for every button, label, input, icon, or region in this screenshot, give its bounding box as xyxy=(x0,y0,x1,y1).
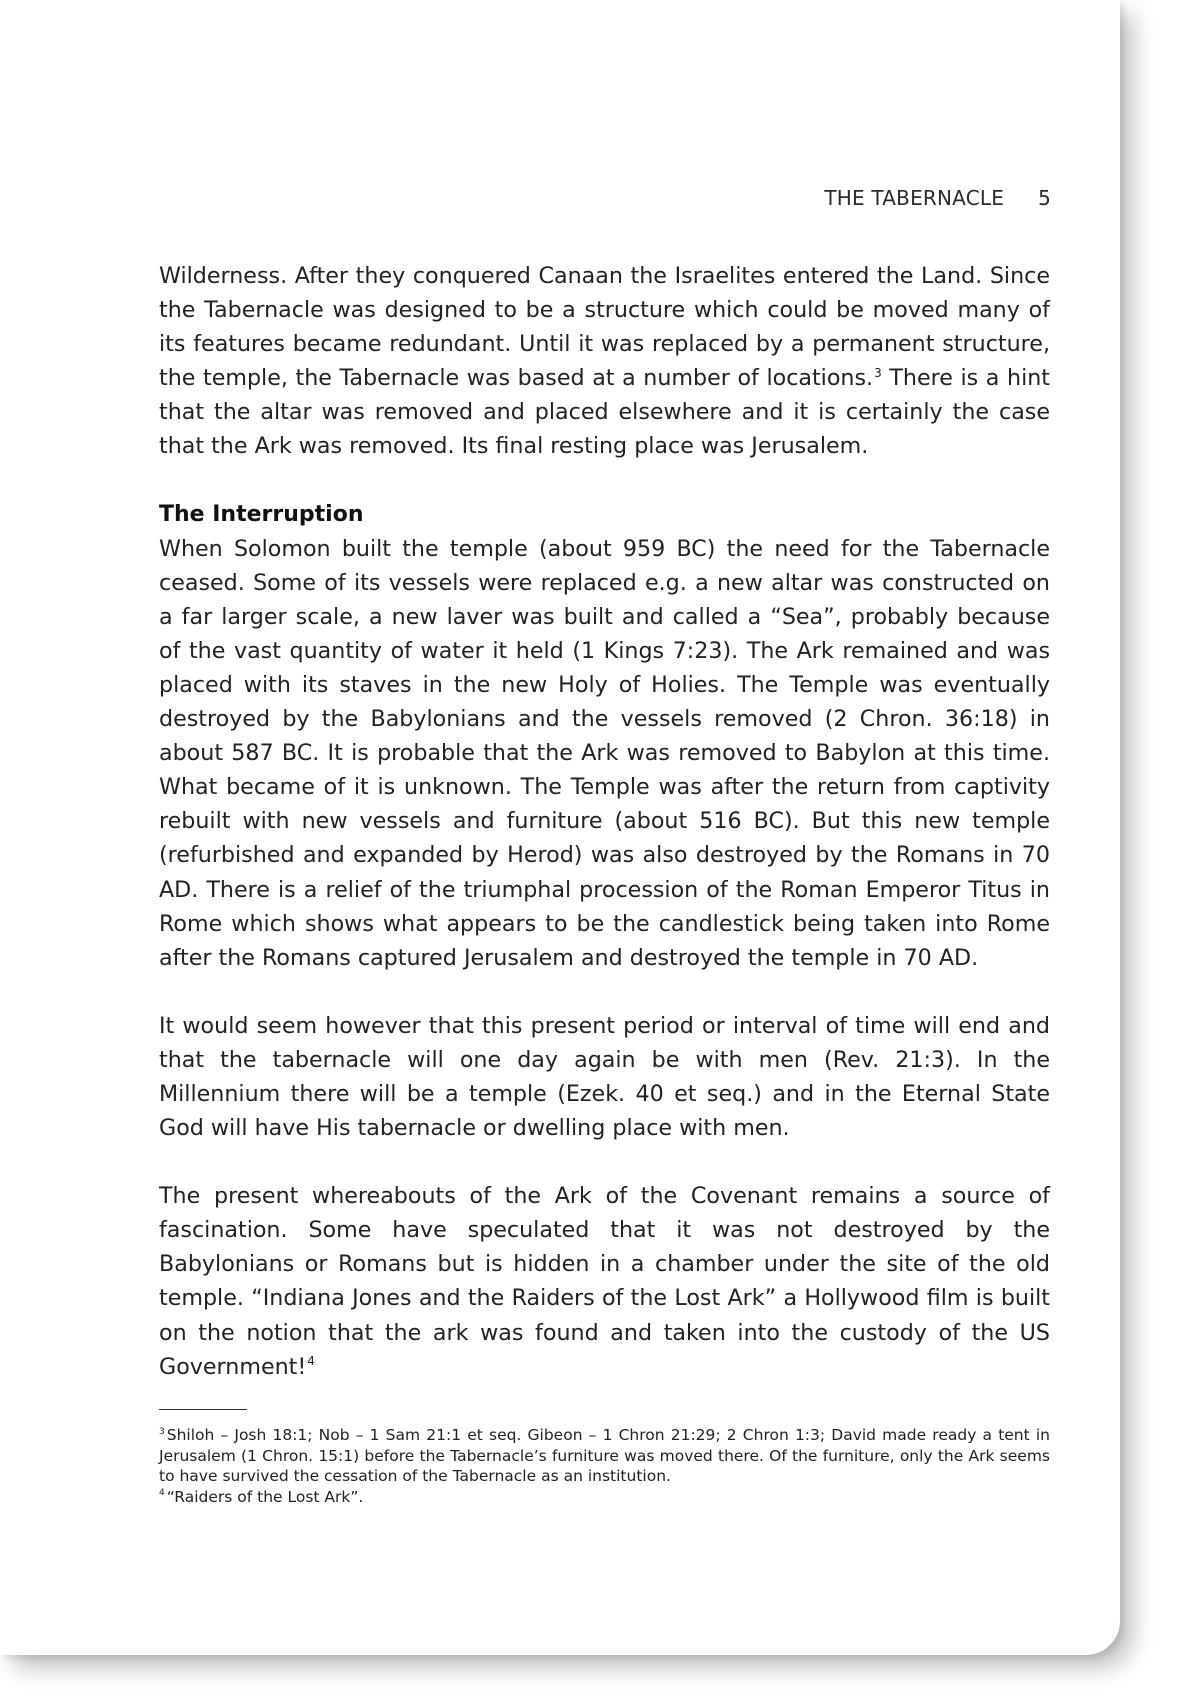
footnote-ref-3[interactable]: 3 xyxy=(874,365,882,380)
footnote-3 xyxy=(159,1425,1050,1487)
paragraph-solomon: When Solomon built the temple (about 959 BC) the need for the Tabernacle ceased. Some of its vessels were replaced e.g. a new altar was constructed on a far larger scale, a new laver was built and called a “Sea”, probably because of the vast quantity of water it held (1 Kings 7:23). The Ark remained and was placed with its staves in the new Holy of Holies. The Temple was eventually destroyed by the Babylonians and the vessels removed (2 Chron. 36:18) in about 587 BC. It is probable that the Ark was removed to Babylon at this time. What became of it is unknown. The Temple was after the return from captivity rebuilt with new vessels and furniture (about 516 BC). But this new temple (refurbished and expanded by Herod) was also destroyed by the Romans in 70 AD. There is a relief of the triumphal procession of the Roman Emperor Titus in Rome which shows what appears to be the candlestick being taken into Rome after the Romans captured Jerusalem and destroyed the temple in 70 AD. xyxy=(159,535,1050,971)
footnote-4-text: “Raiders of the Lost Ark”. xyxy=(166,1487,364,1506)
footnote-3-text: Shiloh – Josh 18:1; Nob – 1 Sam 21:1 et seq. Gibeon – 1 Chron 21:29; 2 Chron 1:3; David made ready a tent in Jerusalem (1 Chron. 15:1) before the Tabernacle’s furniture was moved there. Of the furniture, only the Ark seems to have survived the cessation of the Tabernacle as an institution. xyxy=(159,1426,1050,1485)
footnote-ref-4[interactable]: 4 xyxy=(307,1354,315,1369)
page-number: 5 xyxy=(1038,186,1051,210)
footnote-4-marker: 4 xyxy=(159,1488,165,1499)
running-title: THE TABERNACLE xyxy=(824,186,1005,210)
paragraph-ark-whereabouts-text: The present whereabouts of the Ark of the Covenant remains a source of fascination. Some have speculated that it was not destroyed by the Babylonians or Romans but is hidden in a chamber under the site of the old temple. “Indiana Jones and the Raiders of the Lost Ark” a Hollywood film is built on the notion that the ark was found and taken into the custody of the US Government! xyxy=(159,1183,1050,1380)
paragraph-millennium: It would seem however that this present period or interval of time will end and that the tabernacle will one day again be with men (Rev. 21:3). In the Millennium there will be a temple (Ezek. 40 et seq.) and in the Eternal State God will have His tabernacle or dwelling place with men. xyxy=(159,1012,1050,1142)
section-heading: The Interruption xyxy=(159,501,364,527)
paragraph-wilderness-text-b: There is a hint that the altar was removed and placed elsewhere and it is certainly the case that the Ark was removed. Its final resting place was Jerusalem. xyxy=(159,365,1050,460)
page-body xyxy=(159,259,1050,1384)
running-header xyxy=(824,186,1051,210)
paragraph-ark-whereabouts xyxy=(159,1179,1050,1384)
footnotes xyxy=(159,1425,1050,1507)
footnote-divider xyxy=(159,1409,247,1410)
paragraph-wilderness-text-a: Wilderness. After they conquered Canaan the Israelites entered the Land. Since the Tabernacle was designed to be a structure which could be moved many of its features became redundant. Until it was replaced by a permanent structure, the temple, the Tabernacle was based at a number of locations. xyxy=(159,263,1050,392)
footnote-4 xyxy=(159,1487,1050,1508)
paragraph-wilderness xyxy=(159,259,1050,464)
footnote-3-marker: 3 xyxy=(159,1426,165,1437)
